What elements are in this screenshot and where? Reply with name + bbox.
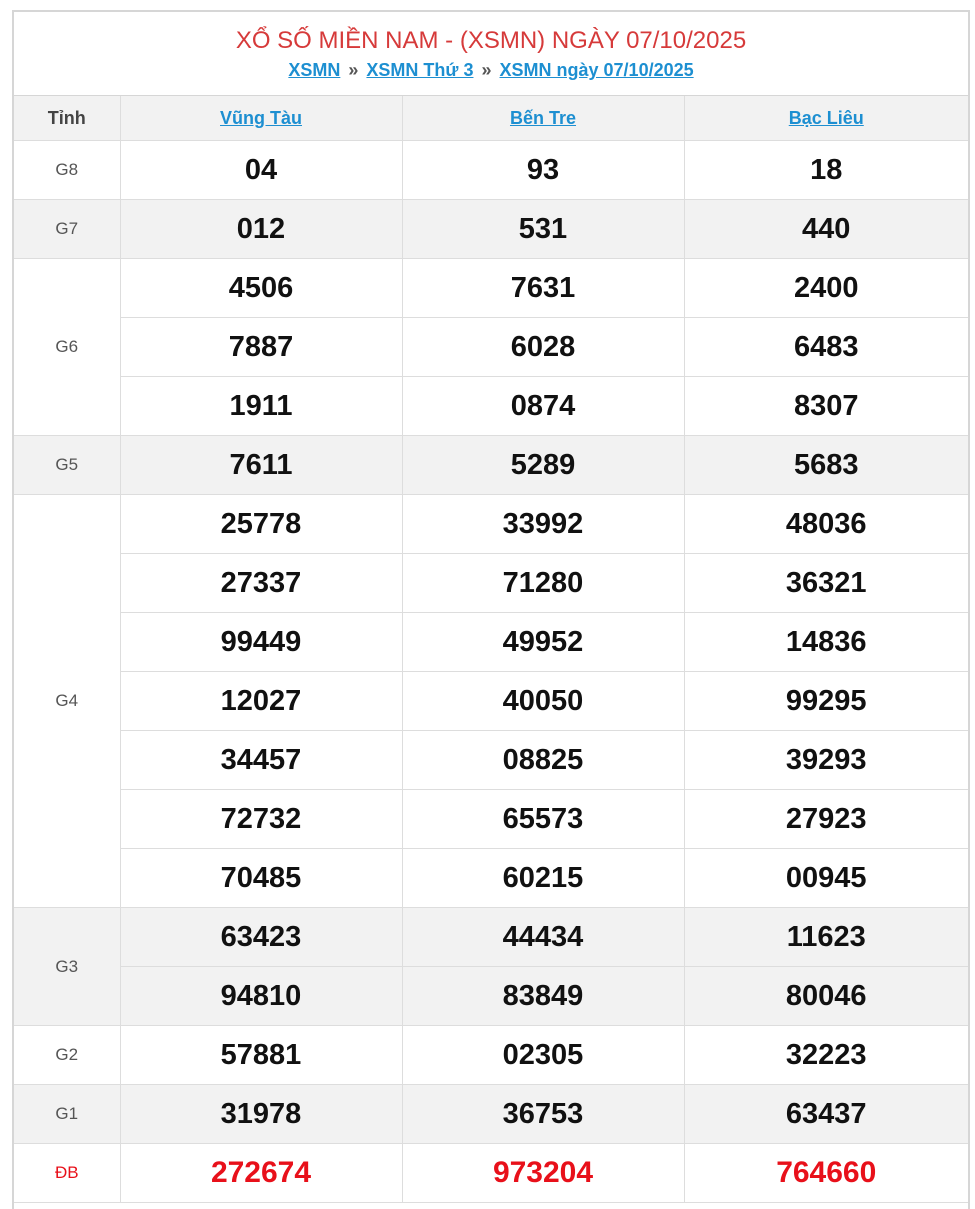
- table-row: [14, 1026, 968, 1085]
- prize-number: 04: [120, 141, 402, 200]
- prize-number: 57881: [120, 1026, 402, 1085]
- table-row: [14, 436, 968, 495]
- table-row: [14, 377, 968, 436]
- prize-number: 63437: [684, 1085, 968, 1144]
- prize-number: 6483: [684, 318, 968, 377]
- prize-number: 11623: [684, 908, 968, 967]
- prize-number: 27337: [120, 554, 402, 613]
- table-row: [14, 141, 968, 200]
- column-header-bac-lieu: [684, 96, 968, 141]
- prize-number: 08825: [402, 731, 684, 790]
- prize-number: 39293: [684, 731, 968, 790]
- province-link[interactable]: Bến Tre: [509, 107, 577, 128]
- page-title: XỔ SỐ MIỀN NAM - (XSMN) NGÀY 07/10/2025: [235, 27, 747, 54]
- table-row: [14, 672, 968, 731]
- prize-number: 8307: [684, 377, 968, 436]
- table-header-row: [14, 96, 968, 141]
- prize-number: 32223: [684, 1026, 968, 1085]
- table-row: [14, 1085, 968, 1144]
- table-row: [14, 554, 968, 613]
- table-row: [14, 1144, 968, 1203]
- breadcrumb-xsmn-thu-3[interactable]: XSMN Thứ 3: [366, 60, 474, 80]
- prize-number: 02305: [402, 1026, 684, 1085]
- prize-label: G7: [14, 200, 120, 259]
- column-header-vung-tau: [120, 96, 402, 141]
- prize-number: 440: [684, 200, 968, 259]
- prize-number: 94810: [120, 967, 402, 1026]
- table-row: [14, 908, 968, 967]
- prize-number: 48036: [684, 495, 968, 554]
- prize-number: 70485: [120, 849, 402, 908]
- prize-number: 49952: [402, 613, 684, 672]
- breadcrumb: [14, 59, 968, 81]
- prize-number: 27923: [684, 790, 968, 849]
- prize-number: 18: [684, 141, 968, 200]
- results-table: [14, 96, 968, 1203]
- table-row: [14, 613, 968, 672]
- prize-number: 7611: [120, 436, 402, 495]
- prize-number: 34457: [120, 731, 402, 790]
- breadcrumb-separator: »: [481, 60, 492, 80]
- prize-number: 4506: [120, 259, 402, 318]
- results-card: [12, 10, 970, 1209]
- prize-number: 14836: [684, 613, 968, 672]
- prize-number: 5289: [402, 436, 684, 495]
- breadcrumb-xsmn[interactable]: XSMN: [288, 60, 341, 80]
- prize-number: 36753: [402, 1085, 684, 1144]
- prize-number: 72732: [120, 790, 402, 849]
- prize-number: 6028: [402, 318, 684, 377]
- table-row: [14, 495, 968, 554]
- prize-label: G8: [14, 141, 120, 200]
- prize-label: G4: [14, 495, 120, 908]
- prize-label: G2: [14, 1026, 120, 1085]
- prize-number: 7887: [120, 318, 402, 377]
- prize-number: 99295: [684, 672, 968, 731]
- prize-number: 2400: [684, 259, 968, 318]
- prize-number: 93: [402, 141, 684, 200]
- table-row: [14, 849, 968, 908]
- special-prize-number: 764660: [684, 1144, 968, 1203]
- table-row: [14, 259, 968, 318]
- prize-number: 25778: [120, 495, 402, 554]
- table-row: [14, 967, 968, 1026]
- prize-label: G5: [14, 436, 120, 495]
- prize-number: 31978: [120, 1085, 402, 1144]
- prize-number: 1911: [120, 377, 402, 436]
- prize-number: 60215: [402, 849, 684, 908]
- prize-number: 40050: [402, 672, 684, 731]
- table-row: [14, 318, 968, 377]
- prize-number: 012: [120, 200, 402, 259]
- prize-number: 44434: [402, 908, 684, 967]
- breadcrumb-separator: »: [348, 60, 359, 80]
- prize-number: 71280: [402, 554, 684, 613]
- prize-number: 99449: [120, 613, 402, 672]
- breadcrumb-xsmn-date[interactable]: XSMN ngày 07/10/2025: [499, 60, 694, 80]
- prize-number: 36321: [684, 554, 968, 613]
- column-header-province: Tỉnh: [14, 96, 120, 141]
- prize-label: G6: [14, 259, 120, 436]
- prize-number: 63423: [120, 908, 402, 967]
- province-link[interactable]: Vũng Tàu: [220, 107, 302, 128]
- prize-number: 33992: [402, 495, 684, 554]
- prize-label: ĐB: [14, 1144, 120, 1203]
- prize-number: 00945: [684, 849, 968, 908]
- prize-label: G1: [14, 1085, 120, 1144]
- prize-number: 83849: [402, 967, 684, 1026]
- prize-number: 80046: [684, 967, 968, 1026]
- prize-number: 65573: [402, 790, 684, 849]
- column-header-ben-tre: [402, 96, 684, 141]
- table-row: [14, 731, 968, 790]
- special-prize-number: 973204: [402, 1144, 684, 1203]
- table-row: [14, 790, 968, 849]
- results-header: [14, 12, 968, 96]
- prize-number: 5683: [684, 436, 968, 495]
- prize-label: G3: [14, 908, 120, 1026]
- prize-number: 531: [402, 200, 684, 259]
- prize-number: 0874: [402, 377, 684, 436]
- table-row: [14, 200, 968, 259]
- prize-number: 12027: [120, 672, 402, 731]
- prize-number: 7631: [402, 259, 684, 318]
- special-prize-number: 272674: [120, 1144, 402, 1203]
- province-link[interactable]: Bạc Liêu: [788, 107, 864, 128]
